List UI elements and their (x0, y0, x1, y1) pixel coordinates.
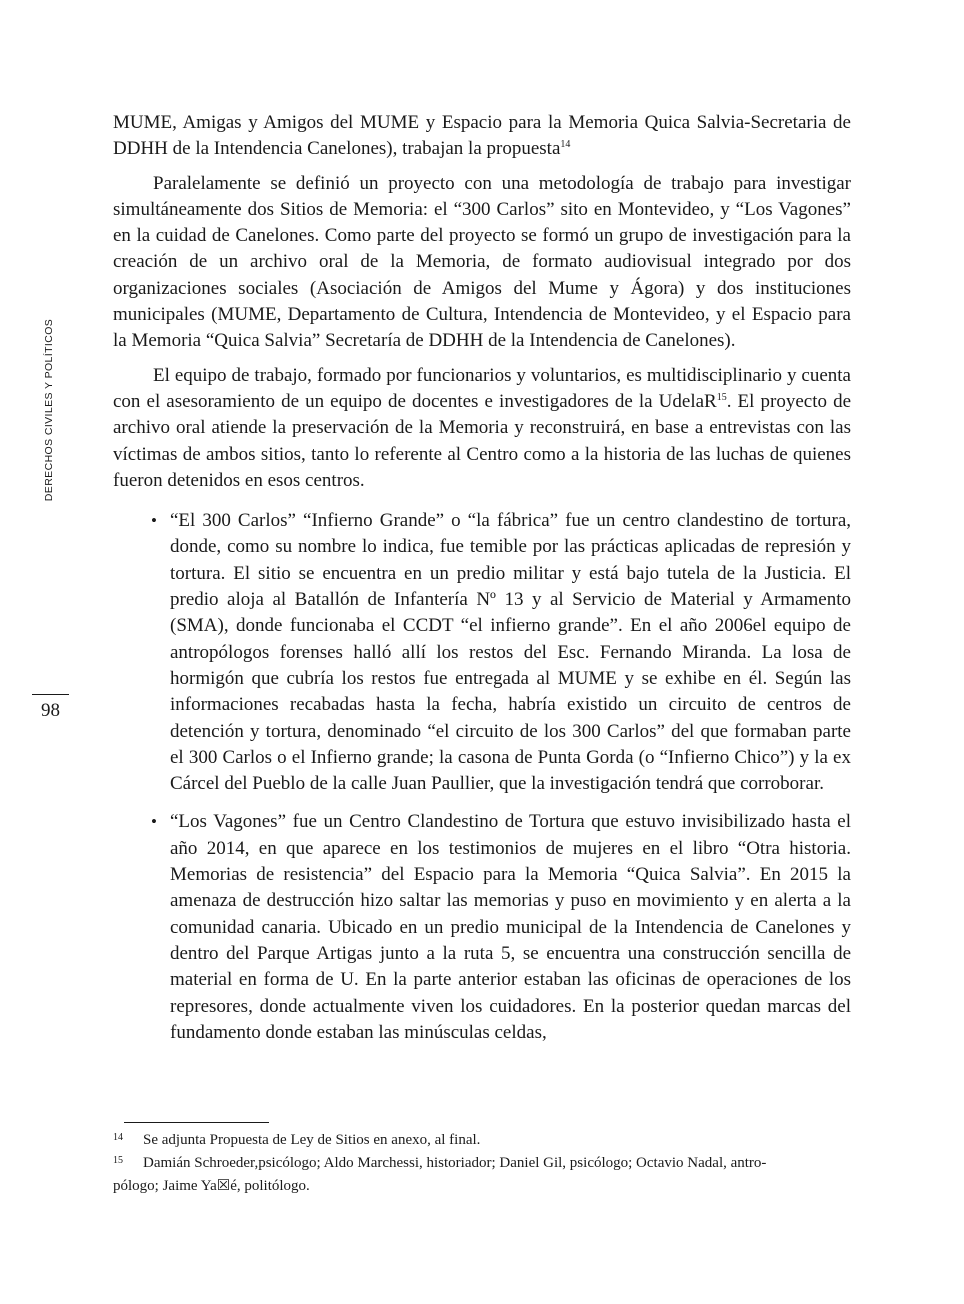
running-section-label: DERECHOS CIVILES Y POLÍTICOS (43, 318, 55, 502)
footnote-text: Damián Schroeder,psicólogo; Aldo Marchessi, historiador; Daniel Gil, psicólogo; Octavio Nadal, antro- (143, 1155, 767, 1171)
page-number: 98 (41, 700, 60, 721)
body-text (113, 110, 851, 1058)
paragraph-3-text-a: El equipo de trabajo, formado por funcionarios y voluntarios, es multidisciplinario y cuenta con el asesoramiento de un equipo de docentes e investigadores de la UdelaR (113, 364, 851, 412)
bullet-item-los-vagones (113, 809, 851, 1046)
footnote-separator (124, 1122, 269, 1123)
footnote-number: 14 (113, 1132, 123, 1143)
footnote-ref-14: 14 (560, 139, 571, 151)
bullet-icon: • (151, 511, 157, 531)
footnote-15-continuation: pólogo; Jaime Ya☒é, politólogo. (113, 1178, 310, 1194)
footnote-ref-15: 15 (716, 391, 727, 403)
bullet-item-text: “El 300 Carlos” “Infierno Grande” o “la fábrica” fue un centro clandestino de tortura, donde, como su nombre lo indica, fue temible por las prácticas aplicadas de represión y tortura. El sitio se encuentra en un predio militar y está bajo tutela de la Justicia. El predio aloja al Batallón de Infantería Nº 13 y al Servicio de Material y Armamento (SMA), donde funcionaba el CCDT “el infierno grande”. En el año 2006el equipo de antropólogos forenses halló allí los restos del Esc. Fernando Miranda. La losa de hormigón que cubría los restos fue entregada al MUME y se exhibe en él. Según las informaciones recabadas hasta la fecha, habría existido un circuito de centros de detención y tortura, denominado “el circuito de los 300 Carlos” del que formaban parte el 300 Carlos o el Infierno grande; la casona de Punta Gorda (o “Infierno Chico”) y la ex Cárcel del Pueblo de la calle Juan Paullier, que la investigación tendrá que corroborar. (170, 510, 851, 795)
footnote-15 (113, 1152, 851, 1175)
paragraph-1 (113, 110, 851, 163)
bullet-icon: • (151, 812, 157, 832)
page-number-rule (32, 694, 69, 695)
footnotes (113, 1129, 851, 1198)
bullet-list (113, 508, 851, 1046)
footnote-14 (113, 1129, 851, 1152)
bullet-item-300-carlos (113, 508, 851, 797)
paragraph-3-text-b: . El proyecto de archivo oral atiende la preservación de la Memoria y reconstruirá, en base a entrevistas con las víctimas de ambos sitios, tanto lo referente al Centro como a la historia de las luchas de quienes fueron detenidos en esos centros. (113, 390, 851, 491)
paragraph-2: Paralelamente se definió un proyecto con una metodología de trabajo para investigar simultáneamente dos Sitios de Memoria: el “300 Carlos” sito en Montevideo, y “Los Vagones” en la cuidad de Canelones. Como parte del proyecto se formó un grupo de investigación para la creación de un archivo oral de la Memoria, de formato audiovisual integrado por dos organizaciones sociales (Asociación de Amigos del Mume y Ágora) y dos instituciones municipales (MUME, Departamento de Cultura, Intendencia de Montevideo, y el Espacio para la Memoria “Quica Salvia” Secretaría de DDHH de la Intendencia de Canelones). (113, 172, 851, 352)
paragraph-3 (113, 363, 851, 494)
bullet-item-text: “Los Vagones” fue un Centro Clandestino de Tortura que estuvo invisibilizado hasta el año 2014, en que aparece en los testimonios de mujeres en el libro “Otra historia. Memorias de resistencia” del Espacio para la Memoria “Quica Salvia”. En 2015 la amenaza de destrucción hizo saltar las memorias y puso en movimiento y en alerta a la comunidad canaria. Ubicado en un predio municipal de la Intendencia de Canelones y dentro del Parque Artigas junto a la ruta 5, se encuentra una construcción sencilla de material en forma de U. En la parte anterior estaban las oficinas de operaciones de los represores, donde actualmente viven los cuidadores. En la posterior quedan marcas del fundamento donde estaban las minúsculas celdas, (170, 811, 851, 1043)
footnote-text: Se adjunta Propuesta de Ley de Sitios en anexo, al final. (143, 1132, 481, 1148)
paragraph-1-text: MUME, Amigas y Amigos del MUME y Espacio para la Memoria Quica Salvia-Secretaria de DDHH de la Intendencia Canelones), trabajan la propuesta (113, 112, 851, 160)
footnote-number: 15 (113, 1155, 123, 1166)
